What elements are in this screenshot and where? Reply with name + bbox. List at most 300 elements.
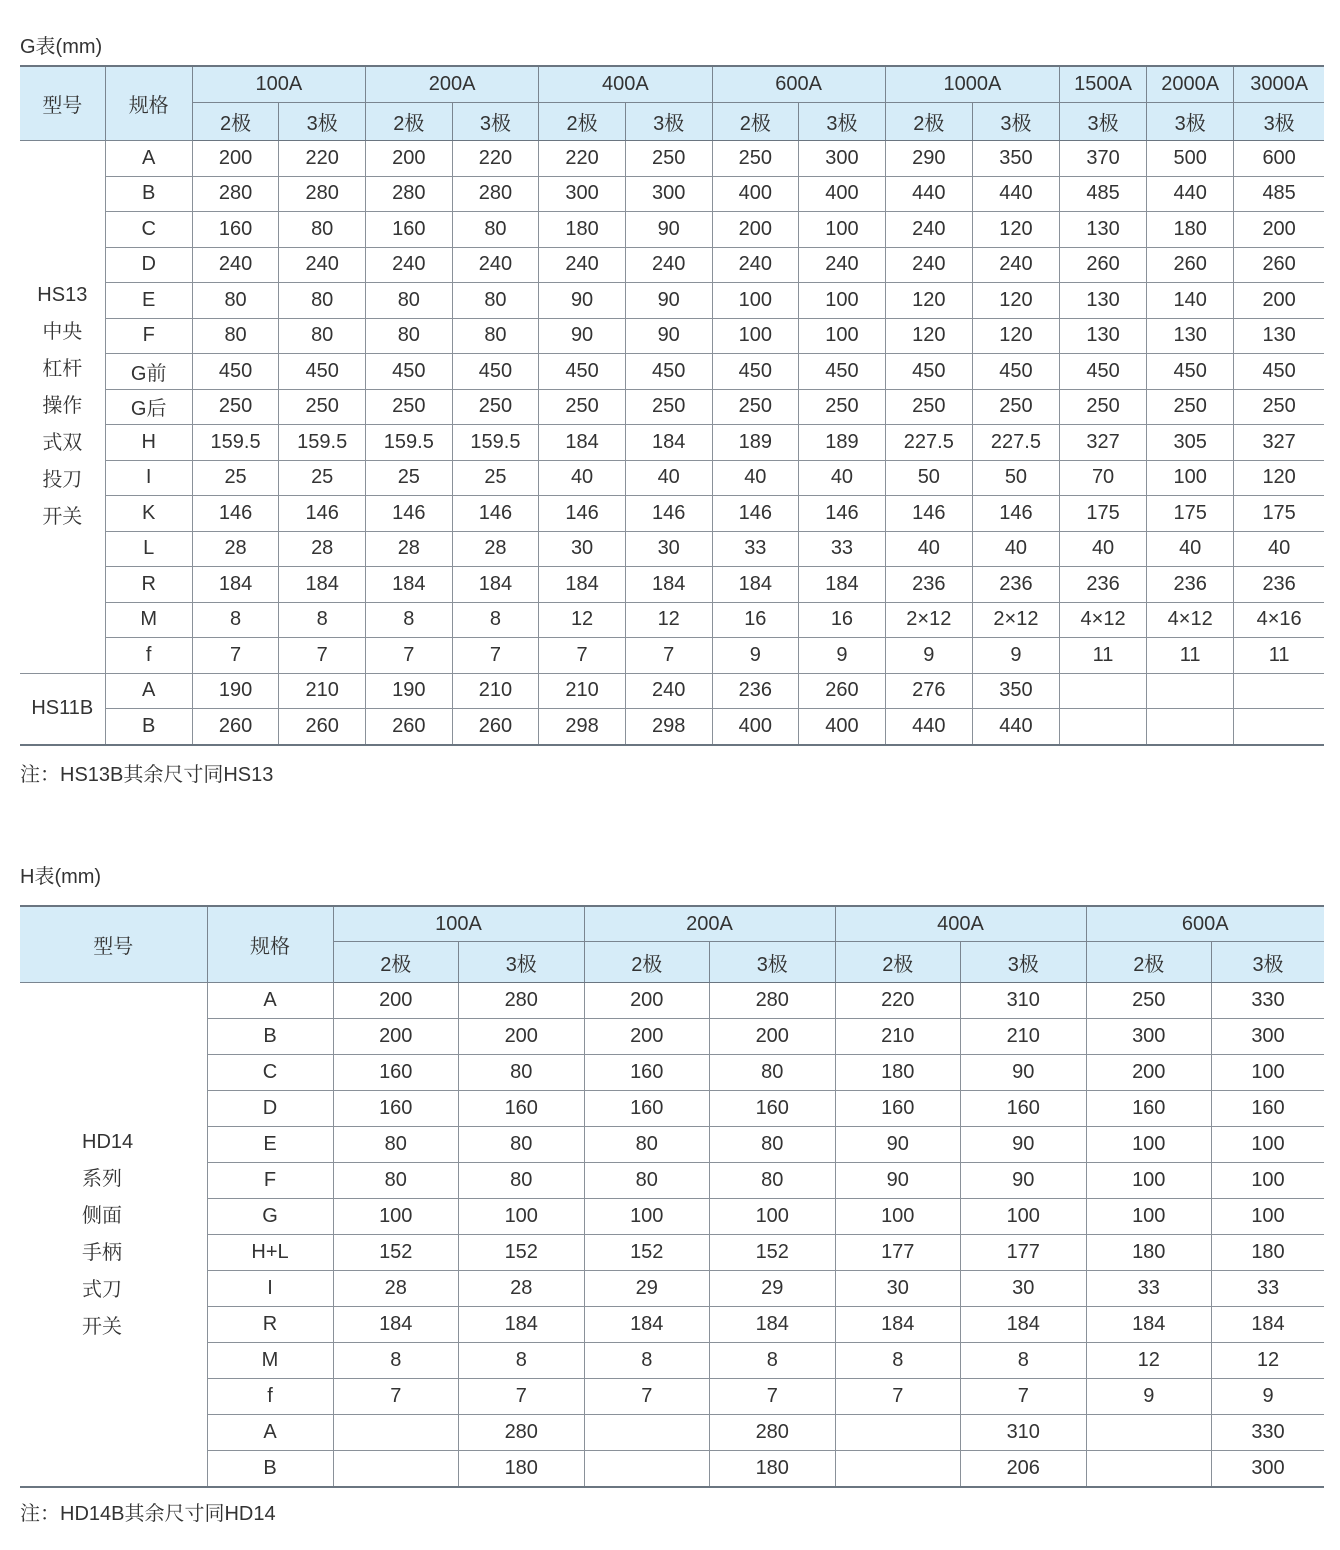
- current-header: 200A: [584, 906, 835, 942]
- value-cell: 12: [1086, 1343, 1212, 1379]
- value-cell: 33: [1212, 1271, 1325, 1307]
- spec-cell: C: [105, 212, 192, 248]
- value-cell: 90: [961, 1055, 1087, 1091]
- value-cell: 220: [279, 141, 366, 177]
- value-cell: 300: [799, 141, 886, 177]
- value-cell: 146: [885, 496, 972, 532]
- value-cell: 160: [584, 1055, 710, 1091]
- value-cell: 227.5: [972, 425, 1059, 461]
- value-cell: 33: [799, 531, 886, 567]
- value-cell: 160: [1086, 1091, 1212, 1127]
- value-cell: 250: [625, 141, 712, 177]
- value-cell: [1086, 1451, 1212, 1488]
- value-cell: 260: [192, 709, 279, 745]
- value-cell: 236: [1234, 567, 1324, 603]
- spec-cell: M: [105, 602, 192, 638]
- pole-header: 3极: [961, 942, 1087, 983]
- value-cell: 80: [710, 1055, 836, 1091]
- value-cell: [584, 1415, 710, 1451]
- value-cell: 236: [972, 567, 1059, 603]
- table-row: [20, 425, 1324, 461]
- value-cell: 30: [625, 531, 712, 567]
- current-header: 400A: [539, 66, 712, 103]
- spec-cell: F: [207, 1163, 333, 1199]
- value-cell: 184: [799, 567, 886, 603]
- value-cell: 206: [961, 1451, 1087, 1488]
- value-cell: 146: [192, 496, 279, 532]
- value-cell: 146: [366, 496, 453, 532]
- value-cell: 80: [452, 283, 539, 319]
- value-cell: 16: [799, 602, 886, 638]
- value-cell: 100: [799, 318, 886, 354]
- value-cell: 160: [333, 1055, 459, 1091]
- value-cell: 250: [366, 389, 453, 425]
- value-cell: 159.5: [279, 425, 366, 461]
- value-cell: 180: [835, 1055, 961, 1091]
- value-cell: 280: [279, 176, 366, 212]
- pole-header: 2极: [835, 942, 961, 983]
- value-cell: 7: [459, 1379, 585, 1415]
- current-header: 100A: [333, 906, 584, 942]
- current-header: 600A: [1086, 906, 1324, 942]
- value-cell: 80: [584, 1127, 710, 1163]
- pole-header: 2极: [712, 103, 799, 141]
- spec-cell: H+L: [207, 1235, 333, 1271]
- value-cell: 100: [835, 1199, 961, 1235]
- value-cell: 450: [192, 354, 279, 390]
- value-cell: 236: [1060, 567, 1147, 603]
- table-row: [20, 1379, 1324, 1415]
- table-row: [20, 1271, 1324, 1307]
- model-name-line: HS11B: [31, 697, 94, 719]
- table-row: [20, 1127, 1324, 1163]
- value-cell: 28: [452, 531, 539, 567]
- value-cell: 220: [835, 983, 961, 1019]
- value-cell: 8: [279, 602, 366, 638]
- table-row: [20, 247, 1324, 283]
- value-cell: 190: [366, 673, 453, 709]
- value-cell: 7: [539, 638, 626, 674]
- spec-cell: E: [105, 283, 192, 319]
- value-cell: 184: [333, 1307, 459, 1343]
- value-cell: 200: [1086, 1055, 1212, 1091]
- model-name-line: HS13: [37, 284, 88, 307]
- value-cell: 160: [961, 1091, 1087, 1127]
- value-cell: 80: [192, 283, 279, 319]
- spec-cell: A: [207, 1415, 333, 1451]
- value-cell: 184: [1086, 1307, 1212, 1343]
- value-cell: 8: [584, 1343, 710, 1379]
- value-cell: 200: [584, 1019, 710, 1055]
- value-cell: 8: [961, 1343, 1087, 1379]
- value-cell: 12: [539, 602, 626, 638]
- value-cell: 100: [1212, 1199, 1325, 1235]
- spec-cell: f: [207, 1379, 333, 1415]
- value-cell: 90: [625, 318, 712, 354]
- value-cell: 400: [712, 176, 799, 212]
- model-name-line: 杠杆: [42, 358, 83, 381]
- value-cell: 11: [1147, 638, 1234, 674]
- value-cell: 184: [192, 567, 279, 603]
- value-cell: 250: [1147, 389, 1234, 425]
- value-cell: 29: [710, 1271, 836, 1307]
- table-row: [20, 638, 1324, 674]
- h-table-note: 注：HD14B其余尺寸同HD14: [20, 1503, 276, 1525]
- table-row: [20, 673, 1324, 709]
- pole-header: 3极: [1147, 103, 1234, 141]
- value-cell: 40: [799, 460, 886, 496]
- value-cell: 200: [459, 1019, 585, 1055]
- value-cell: 90: [539, 283, 626, 319]
- value-cell: 200: [1234, 283, 1324, 319]
- value-cell: [1060, 709, 1147, 745]
- value-cell: 180: [1147, 212, 1234, 248]
- value-cell: 298: [625, 709, 712, 745]
- value-cell: 25: [279, 460, 366, 496]
- value-cell: 450: [712, 354, 799, 390]
- value-cell: 50: [885, 460, 972, 496]
- value-cell: 305: [1147, 425, 1234, 461]
- value-cell: 280: [366, 176, 453, 212]
- value-cell: 7: [192, 638, 279, 674]
- value-cell: 280: [710, 983, 836, 1019]
- value-cell: 100: [1147, 460, 1234, 496]
- value-cell: 280: [459, 1415, 585, 1451]
- value-cell: 210: [539, 673, 626, 709]
- model-header: 型号: [20, 906, 207, 983]
- model-name-line: 式刀: [82, 1278, 122, 1301]
- value-cell: 485: [1060, 176, 1147, 212]
- value-cell: 450: [452, 354, 539, 390]
- value-cell: 25: [366, 460, 453, 496]
- spec-cell: H: [105, 425, 192, 461]
- value-cell: 184: [539, 425, 626, 461]
- value-cell: 200: [584, 983, 710, 1019]
- value-cell: 90: [835, 1127, 961, 1163]
- value-cell: 210: [452, 673, 539, 709]
- value-cell: 250: [712, 389, 799, 425]
- value-cell: 80: [459, 1127, 585, 1163]
- model-name-line: 操作: [42, 395, 83, 418]
- value-cell: [835, 1451, 961, 1488]
- g-table-header: [20, 66, 1324, 141]
- value-cell: 2×12: [972, 602, 1059, 638]
- value-cell: 90: [835, 1163, 961, 1199]
- value-cell: 33: [712, 531, 799, 567]
- value-cell: 80: [279, 212, 366, 248]
- value-cell: 100: [1086, 1163, 1212, 1199]
- table-row: [20, 1415, 1324, 1451]
- value-cell: 184: [961, 1307, 1087, 1343]
- value-cell: 80: [584, 1163, 710, 1199]
- value-cell: 30: [539, 531, 626, 567]
- value-cell: 180: [459, 1451, 585, 1488]
- value-cell: 260: [452, 709, 539, 745]
- model-name-line: 系列: [82, 1167, 122, 1190]
- value-cell: 450: [799, 354, 886, 390]
- g-table-note: 注：HS13B其余尺寸同HS13: [20, 764, 274, 786]
- value-cell: 130: [1060, 318, 1147, 354]
- pole-header: 2极: [885, 103, 972, 141]
- value-cell: 200: [192, 141, 279, 177]
- value-cell: 240: [972, 247, 1059, 283]
- value-cell: [1086, 1415, 1212, 1451]
- value-cell: 40: [625, 460, 712, 496]
- value-cell: 250: [539, 389, 626, 425]
- model-name-line: 中央: [42, 321, 83, 344]
- value-cell: 28: [192, 531, 279, 567]
- value-cell: 260: [366, 709, 453, 745]
- value-cell: 240: [799, 247, 886, 283]
- value-cell: 80: [333, 1163, 459, 1199]
- table-row: [20, 212, 1324, 248]
- value-cell: 100: [584, 1199, 710, 1235]
- spec-cell: F: [105, 318, 192, 354]
- value-cell: [1147, 709, 1234, 745]
- table-row: [20, 283, 1324, 319]
- spec-cell: B: [207, 1019, 333, 1055]
- value-cell: 7: [279, 638, 366, 674]
- spec-cell: M: [207, 1343, 333, 1379]
- value-cell: 175: [1060, 496, 1147, 532]
- value-cell: 184: [459, 1307, 585, 1343]
- model-name-line: 开关: [42, 506, 83, 529]
- value-cell: 450: [625, 354, 712, 390]
- value-cell: 100: [712, 283, 799, 319]
- value-cell: 100: [799, 283, 886, 319]
- table-row: [20, 602, 1324, 638]
- table-row: [20, 176, 1324, 212]
- h-table-body: [20, 983, 1324, 1488]
- g-table-body: [20, 141, 1324, 745]
- pole-header: 3极: [1234, 103, 1324, 141]
- value-cell: 7: [835, 1379, 961, 1415]
- model-name-line: 手柄: [82, 1241, 122, 1264]
- pole-header: 3极: [279, 103, 366, 141]
- table-row: [20, 496, 1324, 532]
- value-cell: 300: [1086, 1019, 1212, 1055]
- spec-cell: D: [105, 247, 192, 283]
- value-cell: 120: [972, 318, 1059, 354]
- value-cell: 100: [333, 1199, 459, 1235]
- value-cell: 440: [972, 709, 1059, 745]
- value-cell: 160: [459, 1091, 585, 1127]
- table-row: [20, 389, 1324, 425]
- value-cell: 8: [192, 602, 279, 638]
- value-cell: 220: [539, 141, 626, 177]
- h-dimension-table: [20, 905, 1324, 1488]
- value-cell: 70: [1060, 460, 1147, 496]
- model-name-line: HD14: [82, 1130, 134, 1153]
- value-cell: 152: [459, 1235, 585, 1271]
- value-cell: 80: [710, 1163, 836, 1199]
- table-row: [20, 567, 1324, 603]
- value-cell: 310: [961, 1415, 1087, 1451]
- value-cell: 100: [1086, 1127, 1212, 1163]
- pole-header: 2极: [584, 942, 710, 983]
- current-header: 3000A: [1234, 66, 1324, 103]
- value-cell: 300: [625, 176, 712, 212]
- value-cell: [1234, 673, 1324, 709]
- table-row: [20, 1235, 1324, 1271]
- value-cell: 200: [333, 983, 459, 1019]
- pole-header: 3极: [799, 103, 886, 141]
- value-cell: 184: [366, 567, 453, 603]
- current-header: 600A: [712, 66, 885, 103]
- value-cell: 90: [625, 212, 712, 248]
- value-cell: 240: [625, 247, 712, 283]
- value-cell: 260: [799, 673, 886, 709]
- table-row: [20, 983, 1324, 1019]
- value-cell: 120: [972, 283, 1059, 319]
- value-cell: 260: [1147, 247, 1234, 283]
- value-cell: [584, 1451, 710, 1488]
- value-cell: 80: [710, 1127, 836, 1163]
- model-name-line: 式双: [42, 432, 83, 455]
- value-cell: 220: [452, 141, 539, 177]
- value-cell: 400: [799, 709, 886, 745]
- value-cell: 12: [1212, 1343, 1325, 1379]
- value-cell: 152: [333, 1235, 459, 1271]
- value-cell: 240: [539, 247, 626, 283]
- value-cell: 8: [459, 1343, 585, 1379]
- value-cell: 300: [539, 176, 626, 212]
- value-cell: 450: [1060, 354, 1147, 390]
- value-cell: [1060, 673, 1147, 709]
- value-cell: 184: [712, 567, 799, 603]
- value-cell: 40: [885, 531, 972, 567]
- value-cell: 240: [452, 247, 539, 283]
- value-cell: 450: [539, 354, 626, 390]
- value-cell: 90: [961, 1163, 1087, 1199]
- value-cell: 40: [539, 460, 626, 496]
- value-cell: 290: [885, 141, 972, 177]
- value-cell: 250: [1234, 389, 1324, 425]
- value-cell: 11: [1060, 638, 1147, 674]
- value-cell: 28: [333, 1271, 459, 1307]
- value-cell: 160: [584, 1091, 710, 1127]
- value-cell: 4×12: [1147, 602, 1234, 638]
- value-cell: 40: [1234, 531, 1324, 567]
- value-cell: 250: [972, 389, 1059, 425]
- table-row: [20, 354, 1324, 390]
- spec-cell: B: [105, 176, 192, 212]
- value-cell: 160: [192, 212, 279, 248]
- spec-cell: G后: [105, 389, 192, 425]
- spec-cell: E: [207, 1127, 333, 1163]
- value-cell: 260: [1234, 247, 1324, 283]
- value-cell: 180: [539, 212, 626, 248]
- value-cell: 250: [1086, 983, 1212, 1019]
- value-cell: 130: [1147, 318, 1234, 354]
- value-cell: 400: [799, 176, 886, 212]
- value-cell: 40: [972, 531, 1059, 567]
- value-cell: 177: [835, 1235, 961, 1271]
- value-cell: 80: [366, 283, 453, 319]
- value-cell: 175: [1147, 496, 1234, 532]
- value-cell: 160: [835, 1091, 961, 1127]
- value-cell: 159.5: [192, 425, 279, 461]
- value-cell: 227.5: [885, 425, 972, 461]
- spec-cell: G前: [105, 354, 192, 390]
- value-cell: 120: [885, 318, 972, 354]
- value-cell: 160: [366, 212, 453, 248]
- spec-cell: A: [207, 983, 333, 1019]
- value-cell: 160: [1212, 1091, 1325, 1127]
- value-cell: 200: [710, 1019, 836, 1055]
- value-cell: 8: [710, 1343, 836, 1379]
- pole-header: 2极: [333, 942, 459, 983]
- value-cell: 327: [1234, 425, 1324, 461]
- spec-cell: C: [207, 1055, 333, 1091]
- value-cell: 80: [459, 1055, 585, 1091]
- value-cell: 2×12: [885, 602, 972, 638]
- value-cell: 184: [625, 567, 712, 603]
- value-cell: 146: [972, 496, 1059, 532]
- table-row: [20, 460, 1324, 496]
- table-row: [20, 531, 1324, 567]
- value-cell: 190: [192, 673, 279, 709]
- value-cell: 175: [1234, 496, 1324, 532]
- value-cell: 100: [1212, 1127, 1325, 1163]
- value-cell: 100: [712, 318, 799, 354]
- value-cell: 9: [972, 638, 1059, 674]
- pole-header: 3极: [710, 942, 836, 983]
- value-cell: 28: [459, 1271, 585, 1307]
- pole-header: 2极: [192, 103, 279, 141]
- value-cell: 200: [712, 212, 799, 248]
- value-cell: 8: [452, 602, 539, 638]
- value-cell: 280: [459, 983, 585, 1019]
- value-cell: 33: [1086, 1271, 1212, 1307]
- value-cell: 240: [366, 247, 453, 283]
- spec-cell: R: [105, 567, 192, 603]
- value-cell: 280: [452, 176, 539, 212]
- value-cell: 177: [961, 1235, 1087, 1271]
- value-cell: 240: [279, 247, 366, 283]
- table-row: [20, 141, 1324, 177]
- spec-cell: A: [105, 673, 192, 709]
- value-cell: 300: [1212, 1451, 1325, 1488]
- value-cell: 350: [972, 141, 1059, 177]
- value-cell: 189: [799, 425, 886, 461]
- spec-header: 规格: [105, 66, 192, 141]
- current-header: 1000A: [885, 66, 1059, 103]
- value-cell: [333, 1415, 459, 1451]
- value-cell: 146: [625, 496, 712, 532]
- value-cell: 450: [279, 354, 366, 390]
- pole-header: 2极: [366, 103, 453, 141]
- value-cell: 7: [625, 638, 712, 674]
- table-row: [20, 1163, 1324, 1199]
- value-cell: 250: [885, 389, 972, 425]
- value-cell: 240: [625, 673, 712, 709]
- value-cell: 250: [279, 389, 366, 425]
- value-cell: 440: [972, 176, 1059, 212]
- spec-cell: G: [207, 1199, 333, 1235]
- value-cell: 184: [452, 567, 539, 603]
- value-cell: 50: [972, 460, 1059, 496]
- value-cell: 146: [799, 496, 886, 532]
- value-cell: 140: [1147, 283, 1234, 319]
- value-cell: 8: [366, 602, 453, 638]
- value-cell: 159.5: [452, 425, 539, 461]
- value-cell: 300: [1212, 1019, 1325, 1055]
- value-cell: 240: [712, 247, 799, 283]
- value-cell: 450: [1234, 354, 1324, 390]
- value-cell: 100: [1212, 1163, 1325, 1199]
- value-cell: 8: [333, 1343, 459, 1379]
